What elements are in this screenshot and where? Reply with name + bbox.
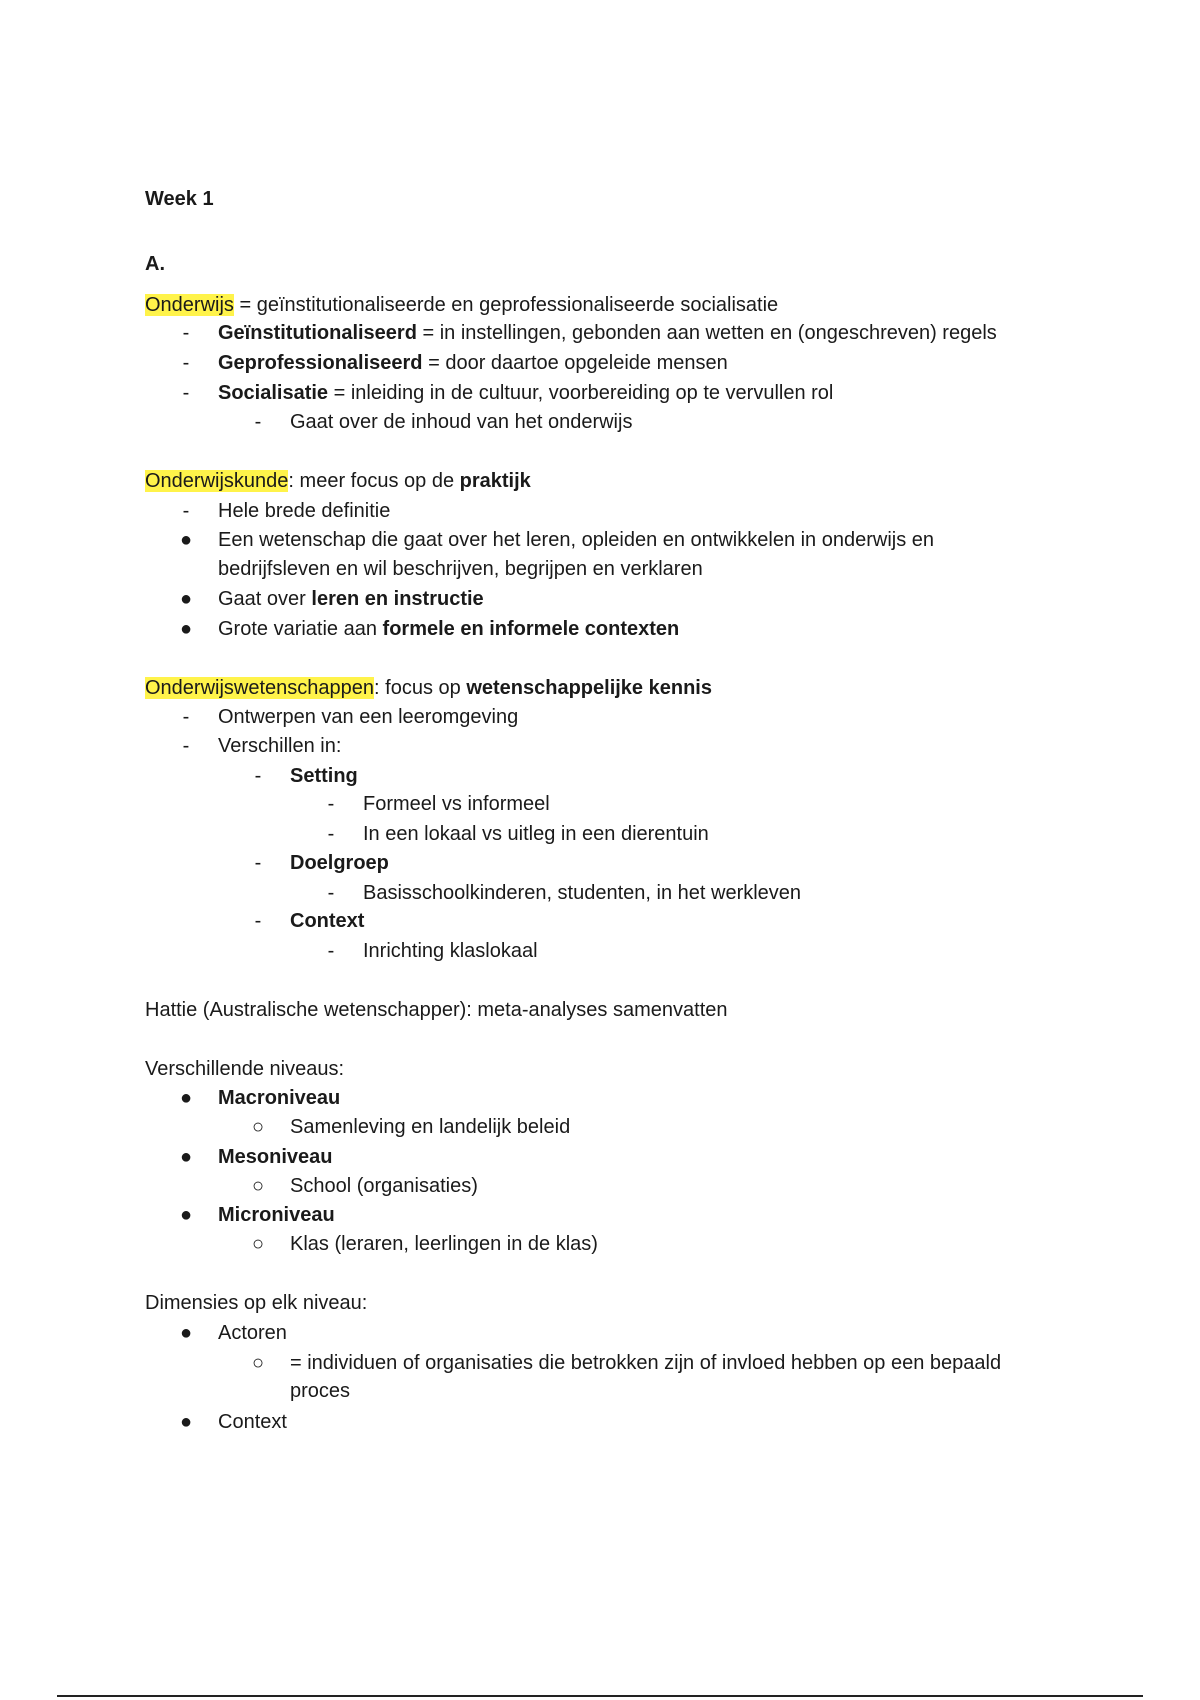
list-item: Een wetenschap die gaat over het leren, opleiden en ontwikkelen in onderwijs en — [218, 529, 935, 551]
circle-marker: ○ — [251, 1352, 265, 1374]
list-item: Actoren — [218, 1322, 287, 1344]
dash-marker: - — [182, 500, 190, 522]
list-item: Socialisatie = inleiding in de cultuur, voorbereiding op te vervullen rol — [218, 382, 834, 404]
doelgroep-label: Doelgroep — [290, 852, 389, 874]
niveaus-heading: Verschillende niveaus: — [145, 1058, 345, 1080]
bullet-marker: ● — [179, 1322, 193, 1344]
dash-marker: - — [182, 735, 190, 757]
bullet-marker: ● — [179, 1146, 193, 1168]
list-item: Hele brede definitie — [218, 500, 391, 522]
dash-marker: - — [327, 793, 335, 815]
hattie-line: Hattie (Australische wetenschapper): meta-analyses samenvatten — [145, 999, 728, 1021]
list-item: Ontwerpen van een leeromgeving — [218, 706, 519, 728]
list-item: Samenleving en landelijk beleid — [290, 1116, 571, 1138]
context-label: Context — [290, 910, 365, 932]
list-item: Klas (leraren, leerlingen in de klas) — [290, 1233, 598, 1255]
onderwijskunde-term: Onderwijskunde — [145, 470, 289, 492]
list-item-continuation: proces — [290, 1380, 351, 1402]
section-heading: A. — [145, 253, 165, 275]
circle-marker: ○ — [251, 1175, 265, 1197]
onderwijs-term: Onderwijs — [145, 294, 234, 316]
list-item: Gaat over de inhoud van het onderwijs — [290, 411, 633, 433]
list-item: Mesoniveau — [218, 1146, 333, 1168]
bullet-marker: ● — [179, 529, 193, 551]
bullet-marker: ● — [179, 1411, 193, 1433]
circle-marker: ○ — [251, 1233, 265, 1255]
dash-marker: - — [327, 940, 335, 962]
list-item: Formeel vs informeel — [363, 793, 550, 815]
list-item: Inrichting klaslokaal — [363, 940, 538, 962]
dash-marker: - — [182, 322, 190, 344]
page-bottom-rule — [57, 1695, 1143, 1697]
dash-marker: - — [182, 706, 190, 728]
dimensies-heading: Dimensies op elk niveau: — [145, 1292, 368, 1314]
circle-marker: ○ — [251, 1116, 265, 1138]
list-item: Geïnstitutionaliseerd = in instellingen, gebonden aan wetten en (ongeschreven) regels — [218, 322, 997, 344]
list-item: School (organisaties) — [290, 1175, 478, 1197]
list-item: Macroniveau — [218, 1087, 341, 1109]
dash-marker: - — [254, 765, 262, 787]
bullet-marker: ● — [179, 1204, 193, 1226]
bullet-marker: ● — [179, 618, 193, 640]
dash-marker: - — [327, 823, 335, 845]
dash-marker: - — [254, 411, 262, 433]
list-item: Geprofessionaliseerd = door daartoe opgeleide mensen — [218, 352, 728, 374]
list-item: Microniveau — [218, 1204, 335, 1226]
setting-label: Setting — [290, 765, 358, 787]
dash-marker: - — [182, 382, 190, 404]
dash-marker: - — [327, 882, 335, 904]
list-item: = individuen of organisaties die betrokken zijn of invloed hebben op een bepaald — [290, 1352, 1002, 1374]
list-item: Context — [218, 1411, 287, 1433]
list-item: Verschillen in: — [218, 735, 342, 757]
list-item-continuation: bedrijfsleven en wil beschrijven, begrijpen en verklaren — [218, 558, 703, 580]
onderwijs-definition: Onderwijs = geïnstitutionaliseerde en geprofessionaliseerde socialisatie — [145, 294, 779, 316]
onderwijskunde-definition: Onderwijskunde: meer focus op de praktijk — [145, 470, 531, 492]
week-heading: Week 1 — [145, 188, 214, 210]
bullet-marker: ● — [179, 1087, 193, 1109]
onderwijswetenschappen-term: Onderwijswetenschappen — [145, 677, 375, 699]
dash-marker: - — [254, 910, 262, 932]
dash-marker: - — [254, 852, 262, 874]
list-item: Basisschoolkinderen, studenten, in het werkleven — [363, 882, 802, 904]
dash-marker: - — [182, 352, 190, 374]
onderwijswetenschappen-definition: Onderwijswetenschappen: focus op wetenschappelijke kennis — [145, 677, 712, 699]
list-item: In een lokaal vs uitleg in een dierentuin — [363, 823, 709, 845]
list-item: Grote variatie aan formele en informele contexten — [218, 618, 680, 640]
list-item: Gaat over leren en instructie — [218, 588, 484, 610]
bullet-marker: ● — [179, 588, 193, 610]
